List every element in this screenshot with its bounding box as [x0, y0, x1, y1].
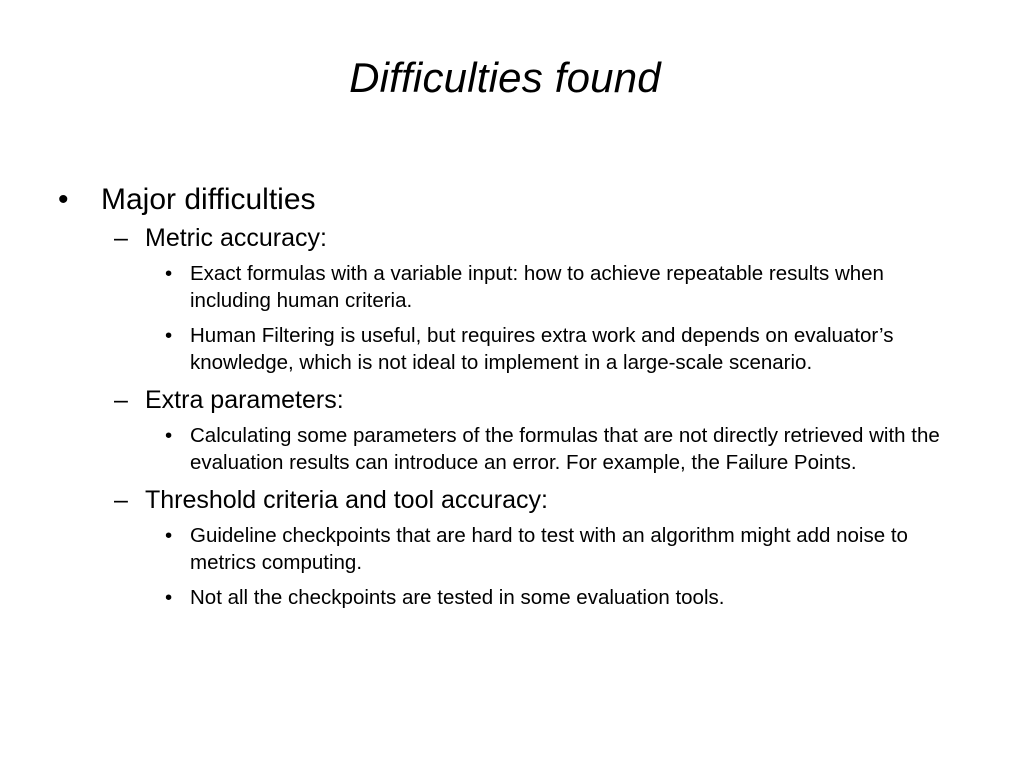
point-text: Guideline checkpoints that are hard to test with an algorithm might add noise to metrics computing.	[190, 524, 908, 574]
subitem-text: Extra parameters:	[145, 386, 344, 414]
slide-title: Difficulties found	[349, 54, 661, 101]
bullet-marker: •	[165, 262, 173, 285]
bullet-marker: •	[165, 424, 173, 447]
dash-marker: –	[114, 386, 128, 414]
dash-marker: –	[114, 486, 128, 514]
slide-body	[58, 180, 968, 619]
subitem-threshold-criteria	[58, 484, 968, 517]
point-calculating-parameters	[58, 422, 968, 476]
bullet-marker: •	[165, 524, 173, 547]
subitem-metric-accuracy	[58, 222, 968, 255]
point-guideline-checkpoints	[58, 522, 968, 576]
point-text: Calculating some parameters of the formulas that are not directly retrieved with the evaluation results can introduce an error. For example, the Failure Points.	[190, 424, 940, 474]
subitem-text: Threshold criteria and tool accuracy:	[145, 486, 548, 514]
point-text: Human Filtering is useful, but requires extra work and depends on evaluator’s knowledge, which is not ideal to implement in a large-scale scenario.	[190, 324, 894, 374]
point-exact-formulas	[58, 260, 968, 314]
bullet-text: Major difficulties	[101, 183, 316, 216]
bullet-major-difficulties	[58, 180, 968, 220]
point-text: Exact formulas with a variable input: how to achieve repeatable results when including human criteria.	[190, 262, 884, 312]
bullet-marker: •	[58, 183, 69, 216]
bullet-marker: •	[165, 586, 173, 609]
dash-marker: –	[114, 224, 128, 252]
subitem-extra-parameters	[58, 384, 968, 417]
subitem-text: Metric accuracy:	[145, 224, 327, 252]
point-human-filtering	[58, 322, 968, 376]
bullet-marker: •	[165, 324, 173, 347]
point-text: Not all the checkpoints are tested in some evaluation tools.	[190, 586, 725, 609]
point-not-all-checkpoints	[58, 584, 968, 611]
